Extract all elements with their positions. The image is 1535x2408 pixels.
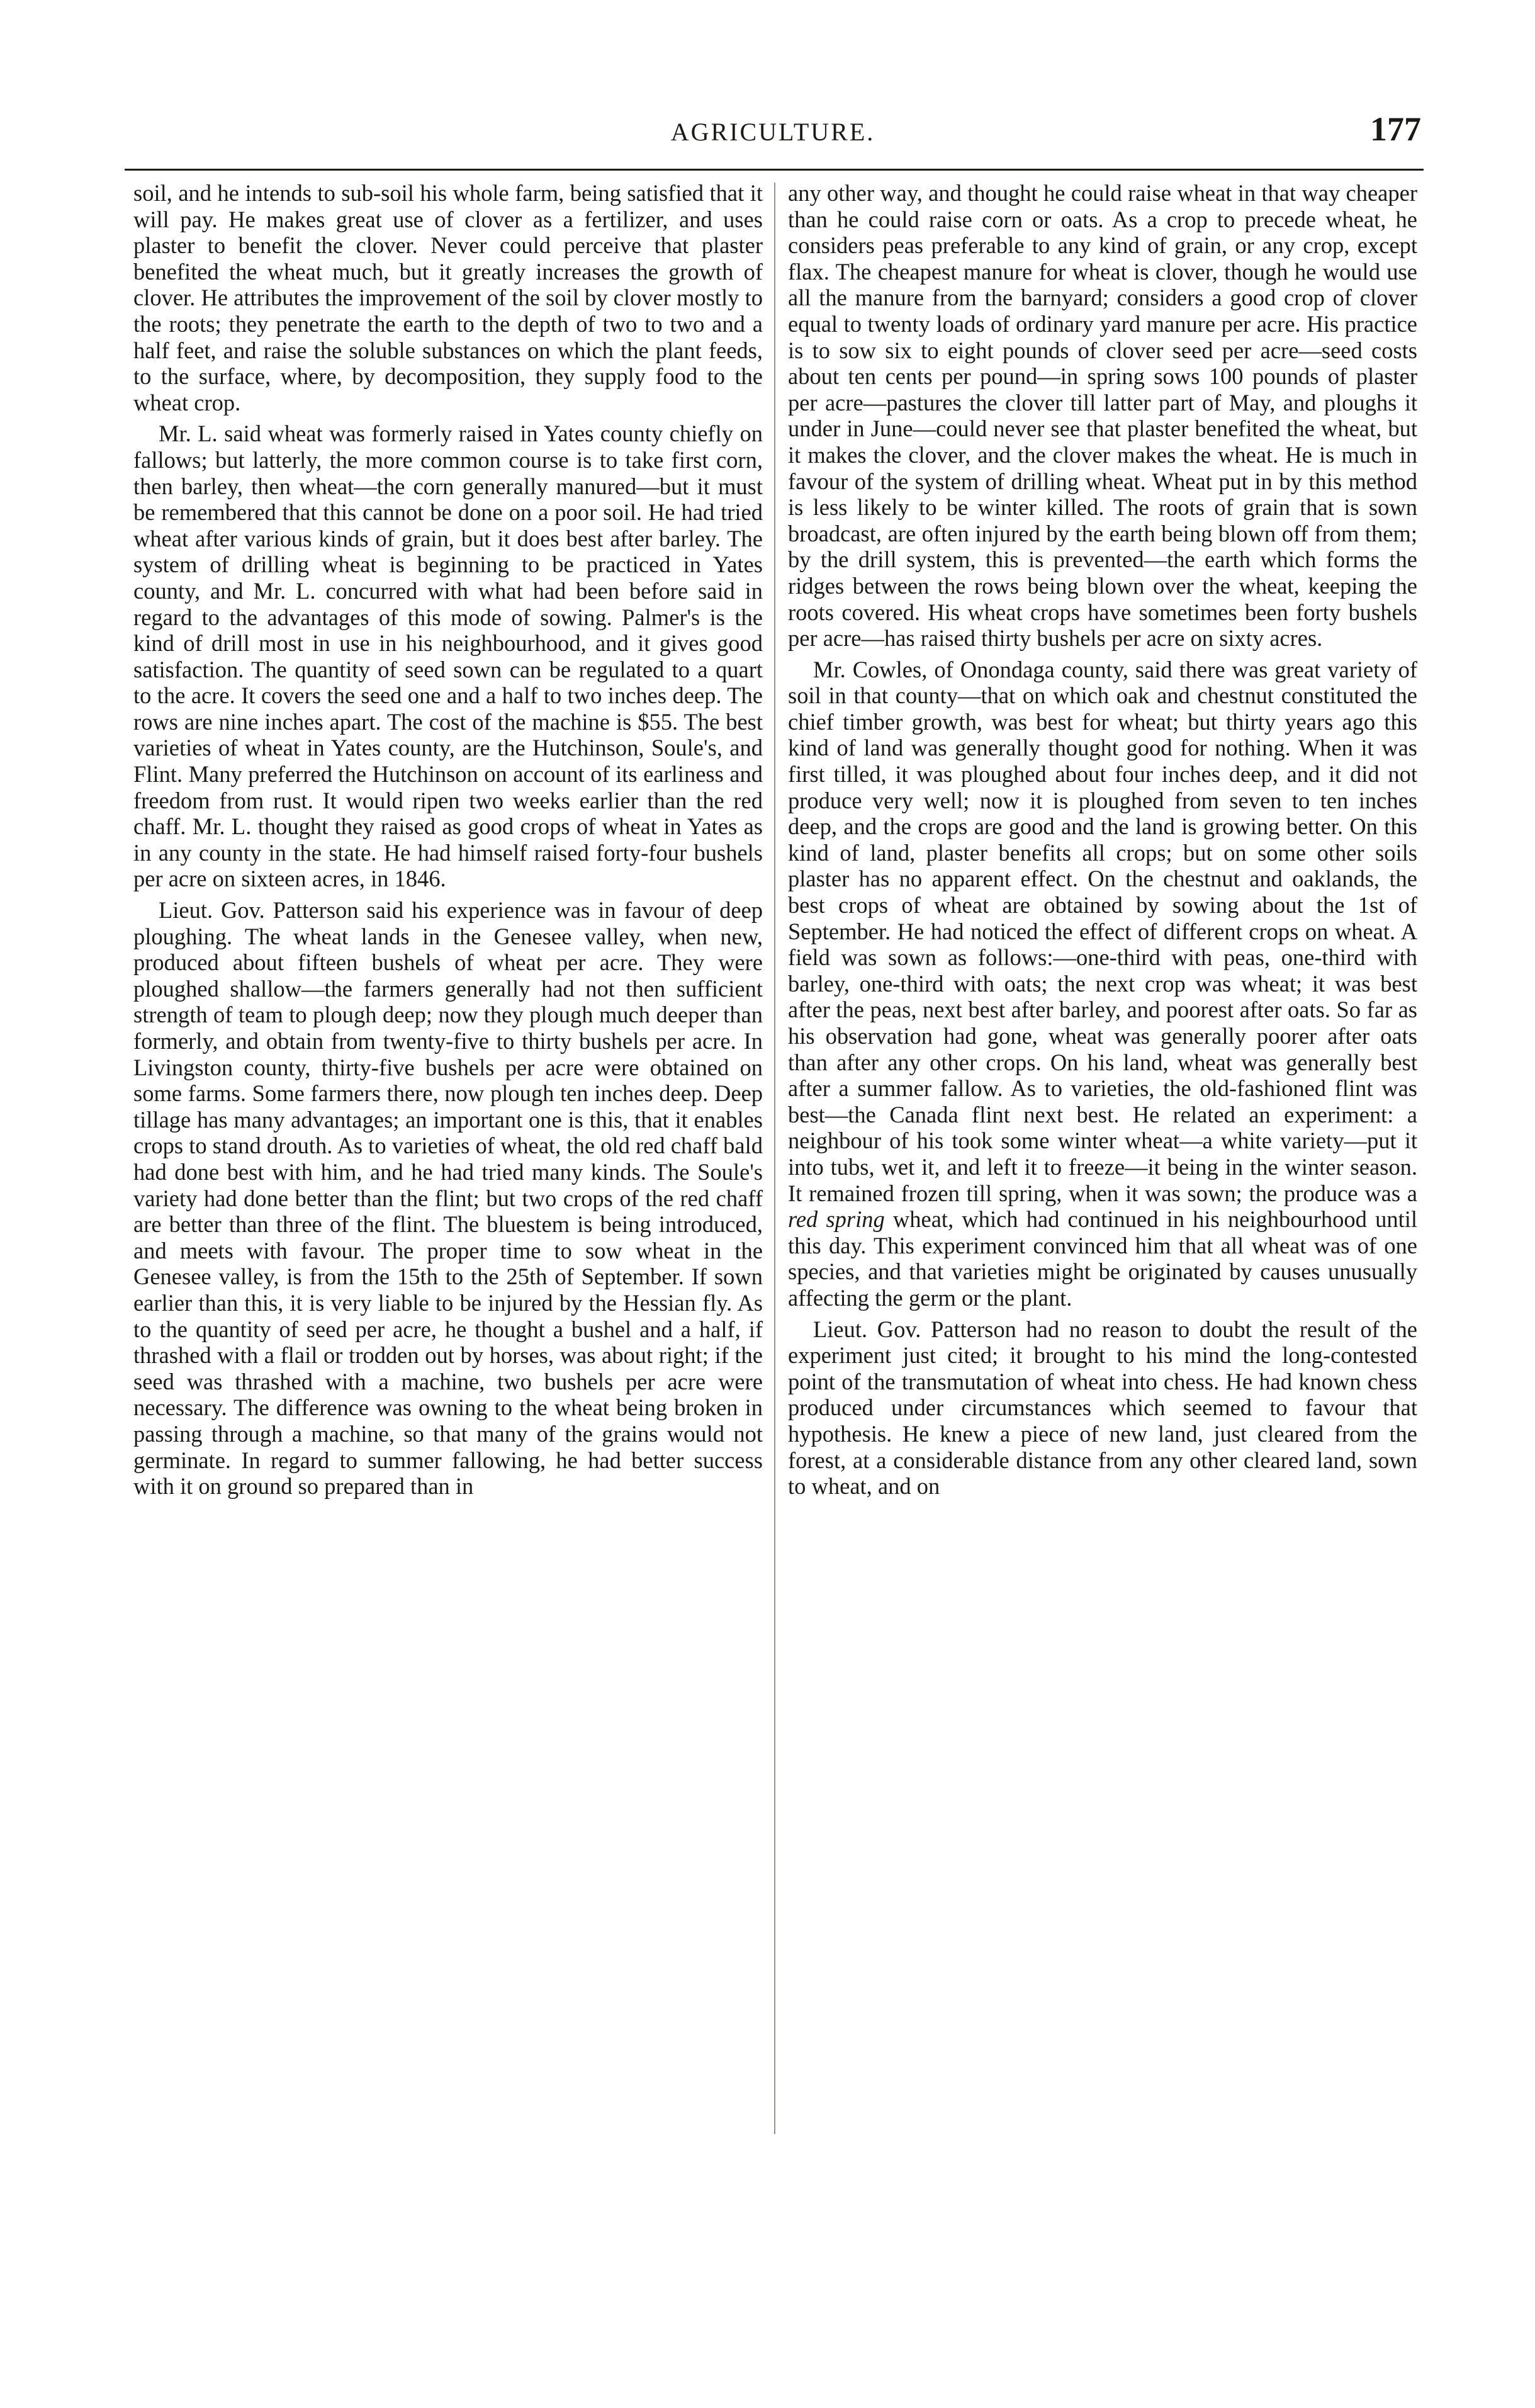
page-header — [125, 112, 1421, 160]
column-divider — [774, 183, 775, 2134]
paragraph-text: Mr. Cowles, of Onondaga county, said there was great variety of soil in that county—that on which oak and chestnut constituted the chief timber growth, was best for wheat; but thirty years ago this kind of land was generally thought good for nothing. When it was first tilled, it was ploughed about four inches deep, and it did not produce very well; now it is ploughed from seven to ten inches deep, and the crops are good and the land is growing better. On this kind of land, plaster benefits all crops; but on some other soils plaster has no apparent effect. On the chestnut and oaklands, the best crops of wheat are obtained by sowing about the 1st of September. He had noticed the effect of different crops on wheat. A field was sown as follows:—one-third with peas, one-third with barley, one-third with oats; the next crop was wheat; it was best after the peas, next best after barley, and poorest after oats. So far as his observation had gone, wheat was generally poorer after oats than after any other crops. On his land, wheat was generally best after a summer fallow. As to varieties, the old-fashioned flint was best—the Canada flint next best. He related an experiment: a neighbour of his took some winter wheat—a white variety—put it into tubs, wet it, and left it to freeze—it being in the winter season. It remained frozen till spring, when it was sown; the produce was a — [788, 656, 1417, 1206]
right-column — [788, 180, 1417, 1500]
paragraph: soil, and he intends to sub-soil his whole farm, being satisfied that it will pay. He makes great use of clover as a fertilizer, and uses plaster to benefit the clover. Never could perceive that plaster benefited the wheat much, but it greatly increases the growth of clover. He attributes the improvement of the soil by clover mostly to the roots; they penetrate the earth to the depth of two to two and a half feet, and raise the soluble substances on which the plant feeds, to the surface, where, by decomposition, they supply food to the wheat crop. — [133, 180, 763, 415]
left-column — [133, 180, 763, 1500]
italic-phrase: red spring — [788, 1206, 885, 1233]
running-head: AGRICULTURE. — [670, 118, 875, 146]
header-rule — [125, 169, 1424, 171]
paragraph: Lieut. Gov. Patterson said his experience was in favour of deep ploughing. The wheat lands in the Genesee valley, when new, produced about fifteen bushels of wheat per acre. They were ploughed shallow—the farmers generally had not then sufficient strength of team to plough deep; now they plough much deeper than formerly, and obtain from twenty-five to thirty bushels per acre. In Livingston county, thirty-five bushels per acre were obtained on some farms. Some farmers there, now plough ten inches deep. Deep tillage has many advantages; an important one is this, that it enables crops to stand drouth. As to varieties of wheat, the old red chaff bald had done best with him, and he had tried many kinds. The Soule's variety had done better than the flint; but two crops of the red chaff are better than three of the flint. The bluestem is being introduced, and meets with favour. The proper time to sow wheat in the Genesee valley, is from the 15th to the 25th of September. If sown earlier than this, it is very liable to be injured by the Hessian fly. As to the quantity of seed per acre, he thought a bushel and a half, if thrashed with a flail or trodden out by horses, was about right; if the seed was thrashed with a machine, two bushels per acre were necessary. The difference was owning to the wheat being broken in passing through a machine, so that many of the grains would not germinate. In regard to summer fallowing, he had better success with it on ground so prepared than in — [133, 897, 763, 1500]
paragraph: any other way, and thought he could raise wheat in that way cheaper than he could raise corn or oats. As a crop to precede wheat, he considers peas preferable to any kind of grain, or any crop, except flax. The cheapest manure for wheat is clover, though he would use all the manure from the barnyard; considers a good crop of clover equal to twenty loads of ordinary yard manure per acre. His practice is to sow six to eight pounds of clover seed per acre—seed costs about ten cents per pound—in spring sows 100 pounds of plaster per acre—pastures the clover till latter part of May, and ploughs it under in June—could never see that plaster benefited the wheat, but it makes the clover, and the clover makes the wheat. He is much in favour of the system of drilling wheat. Wheat put in by this method is less likely to be winter killed. The roots of grain that is sown broadcast, are often injured by the earth being blown off from them; by the drill system, this is prevented—the earth which forms the ridges between the rows being blown over the wheat, keeping the roots covered. His wheat crops have sometimes been forty bushels per acre—has raised thirty bushels per acre on sixty acres. — [788, 180, 1417, 652]
paragraph: Mr. L. said wheat was formerly raised in Yates county chiefly on fallows; but latterly, the more common course is to take first corn, then barley, then wheat—the corn generally manured—but it must be remembered that this cannot be done on a poor soil. He had tried wheat after various kinds of grain, but it does best after barley. The system of drilling wheat is beginning to be practiced in Yates county, and Mr. L. concurred with what had been before said in regard to the advantages of this mode of sowing. Palmer's is the kind of drill most in use in his neighbourhood, and it gives good satisfaction. The quantity of seed sown can be regulated to a quart to the acre. It covers the seed one and a half to two inches deep. The rows are nine inches apart. The cost of the machine is $55. The best varieties of wheat in Yates county, are the Hutchinson, Soule's, and Flint. Many preferred the Hutchinson on account of its earliness and freedom from rust. It would ripen two weeks earlier than the red chaff. Mr. L. thought they raised as good crops of wheat in Yates as in any county in the state. He had himself raised forty-four bushels per acre on sixteen acres, in 1846. — [133, 421, 763, 892]
paragraph-text: wheat, which had continued in his neighbourhood until this day. This experiment convinced him that all wheat was of one species, and that varieties might be originated by causes unusually affecting the germ or the plant. — [788, 1206, 1418, 1311]
page-number: 177 — [1370, 110, 1421, 148]
paragraph — [788, 657, 1417, 1311]
paragraph: Lieut. Gov. Patterson had no reason to doubt the result of the experiment just cited; it brought to his mind the long-contested point of the transmutation of wheat into chess. He had known chess produced under circumstances which seemed to favour that hypothesis. He knew a piece of new land, just cleared from the forest, at a considerable distance from any other cleared land, sown to wheat, and on — [788, 1316, 1417, 1500]
